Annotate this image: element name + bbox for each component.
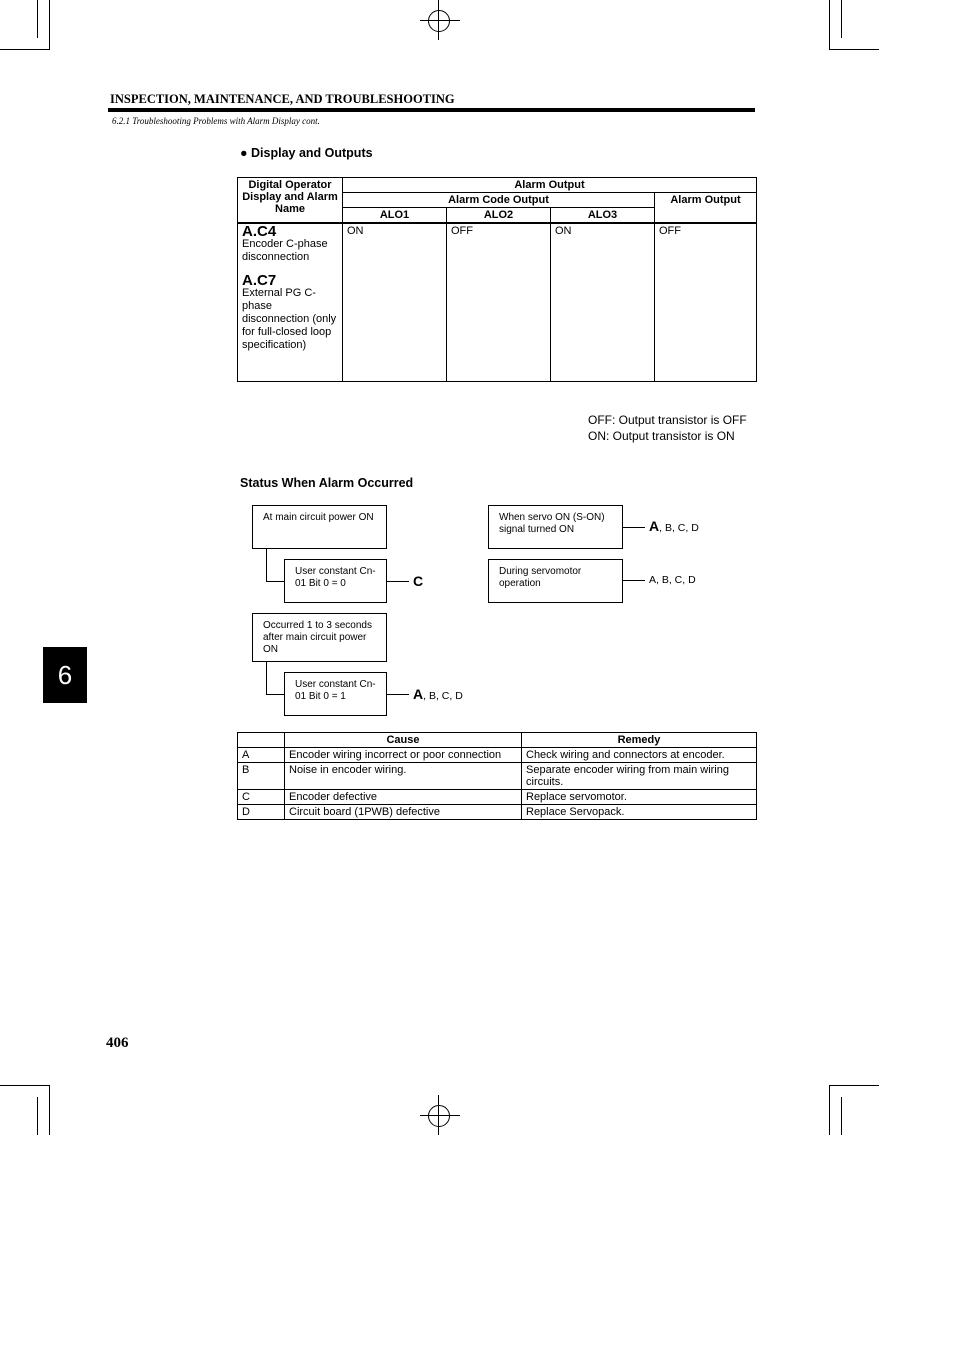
col-alarm-code-output: Alarm Code Output — [343, 193, 655, 208]
label-a1: A, B, C, D — [413, 686, 463, 702]
col-alo1: ALO1 — [343, 208, 447, 224]
col-alo2: ALO2 — [447, 208, 551, 224]
table-row — [238, 748, 757, 763]
row-cause: Noise in encoder wiring. — [285, 763, 522, 790]
display-outputs-heading: ● Display and Outputs — [240, 146, 373, 160]
alo2-value: OFF — [447, 223, 551, 381]
box-cn01-bit0-1: User constant Cn-01 Bit 0 = 1 — [284, 672, 387, 716]
box-main-power: At main circuit power ON — [252, 505, 387, 549]
label-c: C — [413, 573, 424, 589]
output-notes — [588, 412, 747, 444]
col-id — [238, 733, 285, 748]
row-id: B — [238, 763, 285, 790]
alarm-output-value: OFF — [655, 223, 757, 381]
connector — [387, 694, 409, 695]
box-cn01-bit0-0: User constant Cn-01 Bit 0 = 0 — [284, 559, 387, 603]
box-servomotor: During servomotor operation — [488, 559, 623, 603]
col-remedy: Remedy — [522, 733, 757, 748]
connector — [266, 662, 267, 694]
note-on: ON: Output transistor is ON — [588, 429, 735, 443]
connector — [266, 581, 284, 582]
col-alo3: ALO3 — [551, 208, 655, 224]
chapter-tab: 6 — [43, 647, 87, 703]
row-cause: Circuit board (1PWB) defective — [285, 805, 522, 820]
connector — [623, 580, 645, 581]
alarm-names-cell — [238, 223, 343, 381]
label-a2: A, B, C, D — [649, 518, 699, 534]
table-row — [238, 790, 757, 805]
note-off: OFF: Output transistor is OFF — [588, 413, 747, 427]
row-cause: Encoder wiring incorrect or poor connection — [285, 748, 522, 763]
table-row — [238, 805, 757, 820]
connector — [623, 527, 645, 528]
row-remedy: Separate encoder wiring from main wiring circuits. — [522, 763, 757, 790]
alarm2-name: External PG C-phase disconnection (only for full-closed loop specification) — [242, 287, 337, 351]
alarm1-name: Encoder C-phase disconnection — [242, 238, 328, 263]
connector — [266, 549, 267, 581]
box-occurred: Occurred 1 to 3 seconds after main circuit power ON — [252, 613, 387, 662]
alo1-value: ON — [343, 223, 447, 381]
row-remedy: Replace servomotor. — [522, 790, 757, 805]
chapter-title: INSPECTION, MAINTENANCE, AND TROUBLESHOOTING — [110, 92, 455, 106]
col-display: Digital Operator Display and Alarm Name — [238, 178, 343, 224]
alarm1-code: A.C4 — [242, 223, 277, 240]
col-alarm-output: Alarm Output — [343, 178, 757, 193]
row-id: A — [238, 748, 285, 763]
status-heading: Status When Alarm Occurred — [240, 476, 414, 490]
connector — [266, 694, 284, 695]
col-cause: Cause — [285, 733, 522, 748]
label-a3: A, B, C, D — [649, 574, 696, 586]
subsection-title: 6.2.1 Troubleshooting Problems with Alarm Display cont. — [112, 116, 320, 126]
box-servo-on: When servo ON (S-ON) signal turned ON — [488, 505, 623, 549]
display-outputs-table — [237, 177, 757, 382]
row-cause: Encoder defective — [285, 790, 522, 805]
cause-remedy-table — [237, 732, 757, 820]
header-rule — [108, 108, 755, 112]
alarm2-code: A.C7 — [242, 272, 277, 289]
connector — [387, 581, 409, 582]
row-remedy: Replace Servopack. — [522, 805, 757, 820]
alo3-value: ON — [551, 223, 655, 381]
page-number: 406 — [106, 1035, 129, 1051]
row-remedy: Check wiring and connectors at encoder. — [522, 748, 757, 763]
col-alarm-output-2: Alarm Output — [655, 193, 757, 224]
row-id: D — [238, 805, 285, 820]
table-row — [238, 763, 757, 790]
row-id: C — [238, 790, 285, 805]
